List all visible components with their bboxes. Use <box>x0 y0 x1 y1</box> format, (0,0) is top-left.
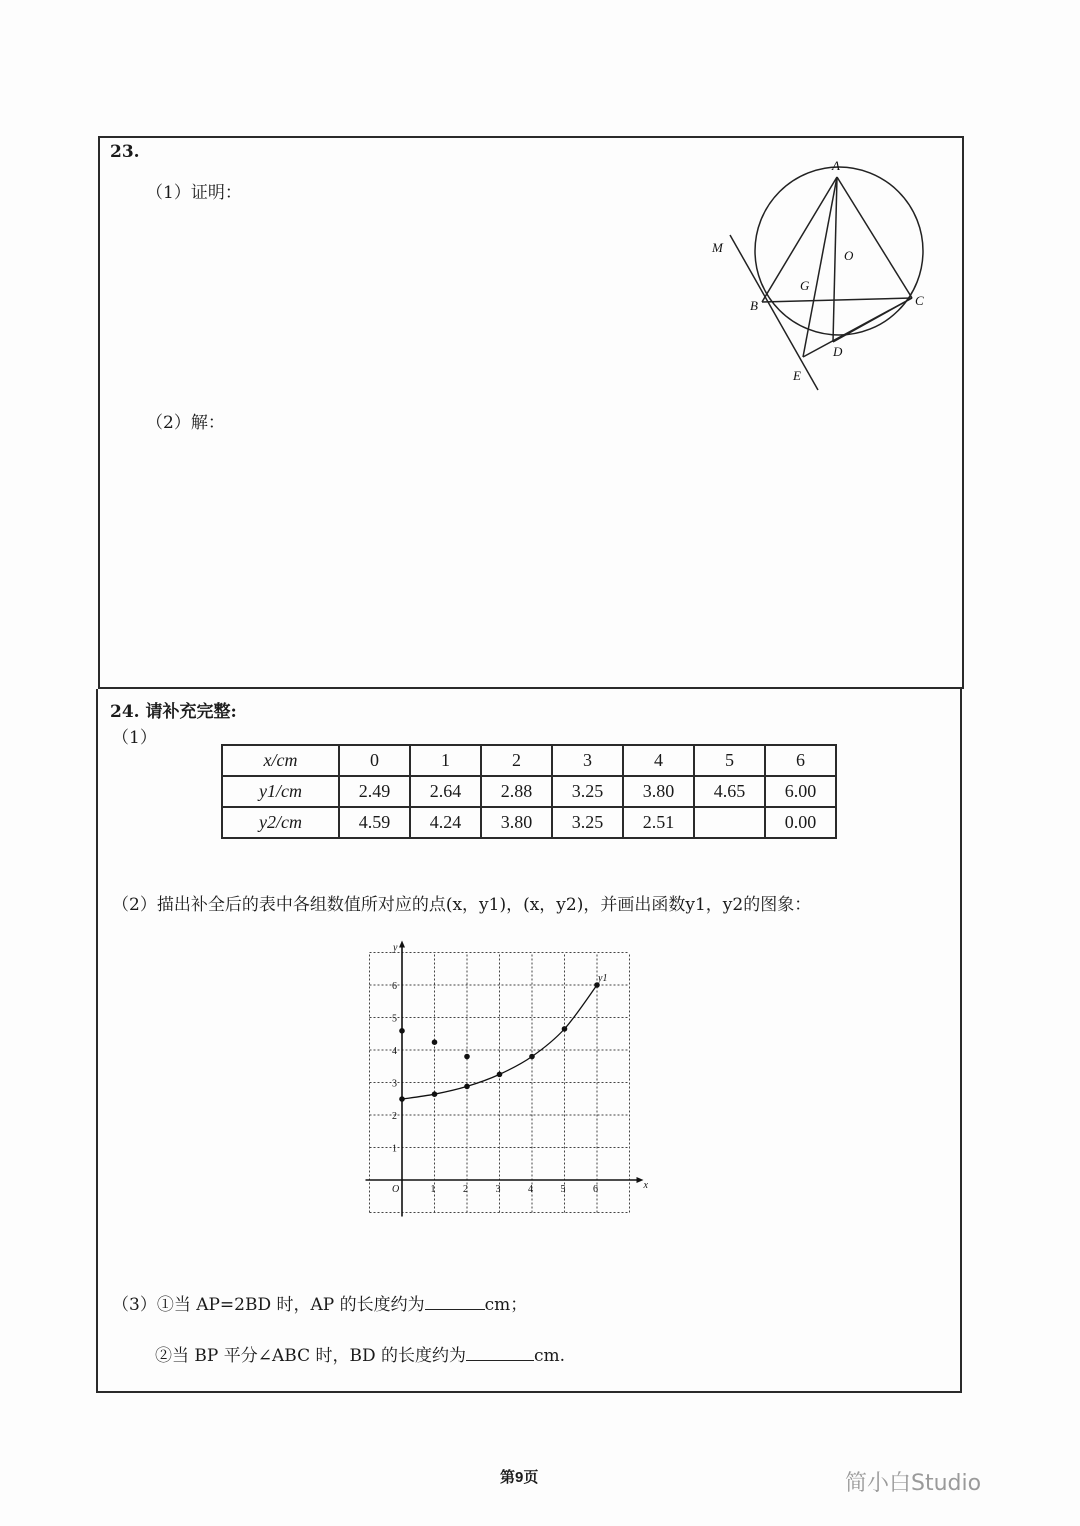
y-tick-label: 5 <box>392 1013 397 1025</box>
table-cell: 3.80 <box>481 807 552 838</box>
label-e: E <box>793 368 801 383</box>
table-cell: 0.00 <box>765 807 836 838</box>
data-point-y2 <box>432 1039 438 1045</box>
table-cell: 2.88 <box>481 776 552 807</box>
x-tick-label: 5 <box>560 1184 566 1195</box>
y-axis-label: y <box>393 942 398 954</box>
answer-blank-ap[interactable] <box>425 1309 485 1310</box>
circle-o <box>755 167 923 335</box>
part3-b-unit: cm. <box>534 1346 566 1366</box>
data-point-y1 <box>432 1091 438 1097</box>
curve-label-y1: y1 <box>598 973 608 984</box>
label-a: A <box>832 158 840 173</box>
x-axis-label: x <box>643 1180 648 1191</box>
table-cell: 1 <box>410 745 481 776</box>
x-tick-label: 4 <box>528 1184 533 1195</box>
part3-a-unit: cm； <box>484 1295 528 1315</box>
table-cell: 3.25 <box>552 807 623 838</box>
question-24-part2-text: （2）描出补全后的表中各组数值所对应的点(x，y1)，(x，y2)，并画出函数y1，y2的图象： <box>112 895 812 915</box>
question-23-part2-label: （2）解： <box>146 413 225 433</box>
tangent-line-me <box>730 235 818 390</box>
data-point-y1 <box>562 1026 568 1032</box>
x-tick-label: 2 <box>463 1184 468 1195</box>
table-header-y1: y1/cm <box>222 776 339 807</box>
page-number: 第9页 <box>500 1469 539 1486</box>
data-point-y2 <box>464 1054 470 1060</box>
data-point-y1 <box>529 1054 535 1060</box>
table-cell: 2.51 <box>623 807 694 838</box>
table-cell: 3 <box>552 745 623 776</box>
x-tick-label: 3 <box>495 1184 501 1195</box>
values-table <box>221 744 837 839</box>
table-cell: 5 <box>694 745 765 776</box>
table-header-y2: y2/cm <box>222 807 339 838</box>
y-tick-label: 1 <box>392 1143 397 1155</box>
table-header-x: x/cm <box>222 745 339 776</box>
answer-blank-bd[interactable] <box>466 1360 534 1361</box>
segment-ce <box>803 298 912 357</box>
question-24-title: 24. 请补充完整: <box>110 702 237 722</box>
segment-bc <box>762 298 912 302</box>
y-axis-arrow <box>399 941 405 948</box>
question-23-number: 23. <box>110 142 140 162</box>
data-point-y1 <box>399 1096 405 1102</box>
table-cell: 0 <box>339 745 410 776</box>
table-cell: 6 <box>765 745 836 776</box>
x-tick-label: 1 <box>430 1184 436 1195</box>
coordinate-grid-plot <box>355 932 655 1222</box>
table-cell: 2.64 <box>410 776 481 807</box>
y-tick-label: 6 <box>392 981 397 992</box>
x-axis-arrow <box>637 1177 644 1183</box>
table-cell: 4.59 <box>339 807 410 838</box>
data-point-y1 <box>464 1084 470 1090</box>
question-24-part1-label: （1） <box>112 728 157 748</box>
part3-a-text: （3）①当 AP=2BD 时，AP 的长度约为 <box>112 1295 425 1315</box>
series-curve-y1 <box>402 985 597 1099</box>
y-tick-label: 3 <box>392 1078 397 1090</box>
label-g: G <box>800 278 810 293</box>
circle-geometry-figure <box>700 150 940 400</box>
table-row-y2 <box>222 807 836 838</box>
origin-label: O <box>392 1184 400 1195</box>
part3-b-text: ②当 BP 平分∠ABC 时，BD 的长度约为 <box>155 1346 467 1366</box>
table-cell-blank[interactable] <box>694 807 765 838</box>
data-point-y2 <box>399 1028 405 1034</box>
table-cell: 6.00 <box>765 776 836 807</box>
label-m: M <box>712 240 723 255</box>
table-cell: 3.80 <box>623 776 694 807</box>
x-tick-label: 6 <box>593 1184 598 1195</box>
question-24-part3-line2 <box>155 1341 565 1366</box>
watermark-text: 简小白Studio <box>845 1471 982 1496</box>
data-point-y1 <box>497 1072 503 1078</box>
table-cell: 4.65 <box>694 776 765 807</box>
table-cell: 2 <box>481 745 552 776</box>
segment-ad <box>833 177 837 342</box>
label-o: O <box>844 248 854 263</box>
question-24-part3-line1 <box>112 1290 527 1315</box>
table-cell: 3.25 <box>552 776 623 807</box>
y-tick-label: 4 <box>392 1046 397 1057</box>
table-row-x <box>222 745 836 776</box>
question-23-part1-label: （1）证明： <box>146 183 242 203</box>
label-c: C <box>915 293 924 308</box>
table-cell: 2.49 <box>339 776 410 807</box>
table-cell: 4.24 <box>410 807 481 838</box>
table-row-y1 <box>222 776 836 807</box>
y-tick-label: 2 <box>392 1111 397 1122</box>
label-d: D <box>833 344 843 359</box>
table-cell: 4 <box>623 745 694 776</box>
label-b: B <box>750 298 758 313</box>
